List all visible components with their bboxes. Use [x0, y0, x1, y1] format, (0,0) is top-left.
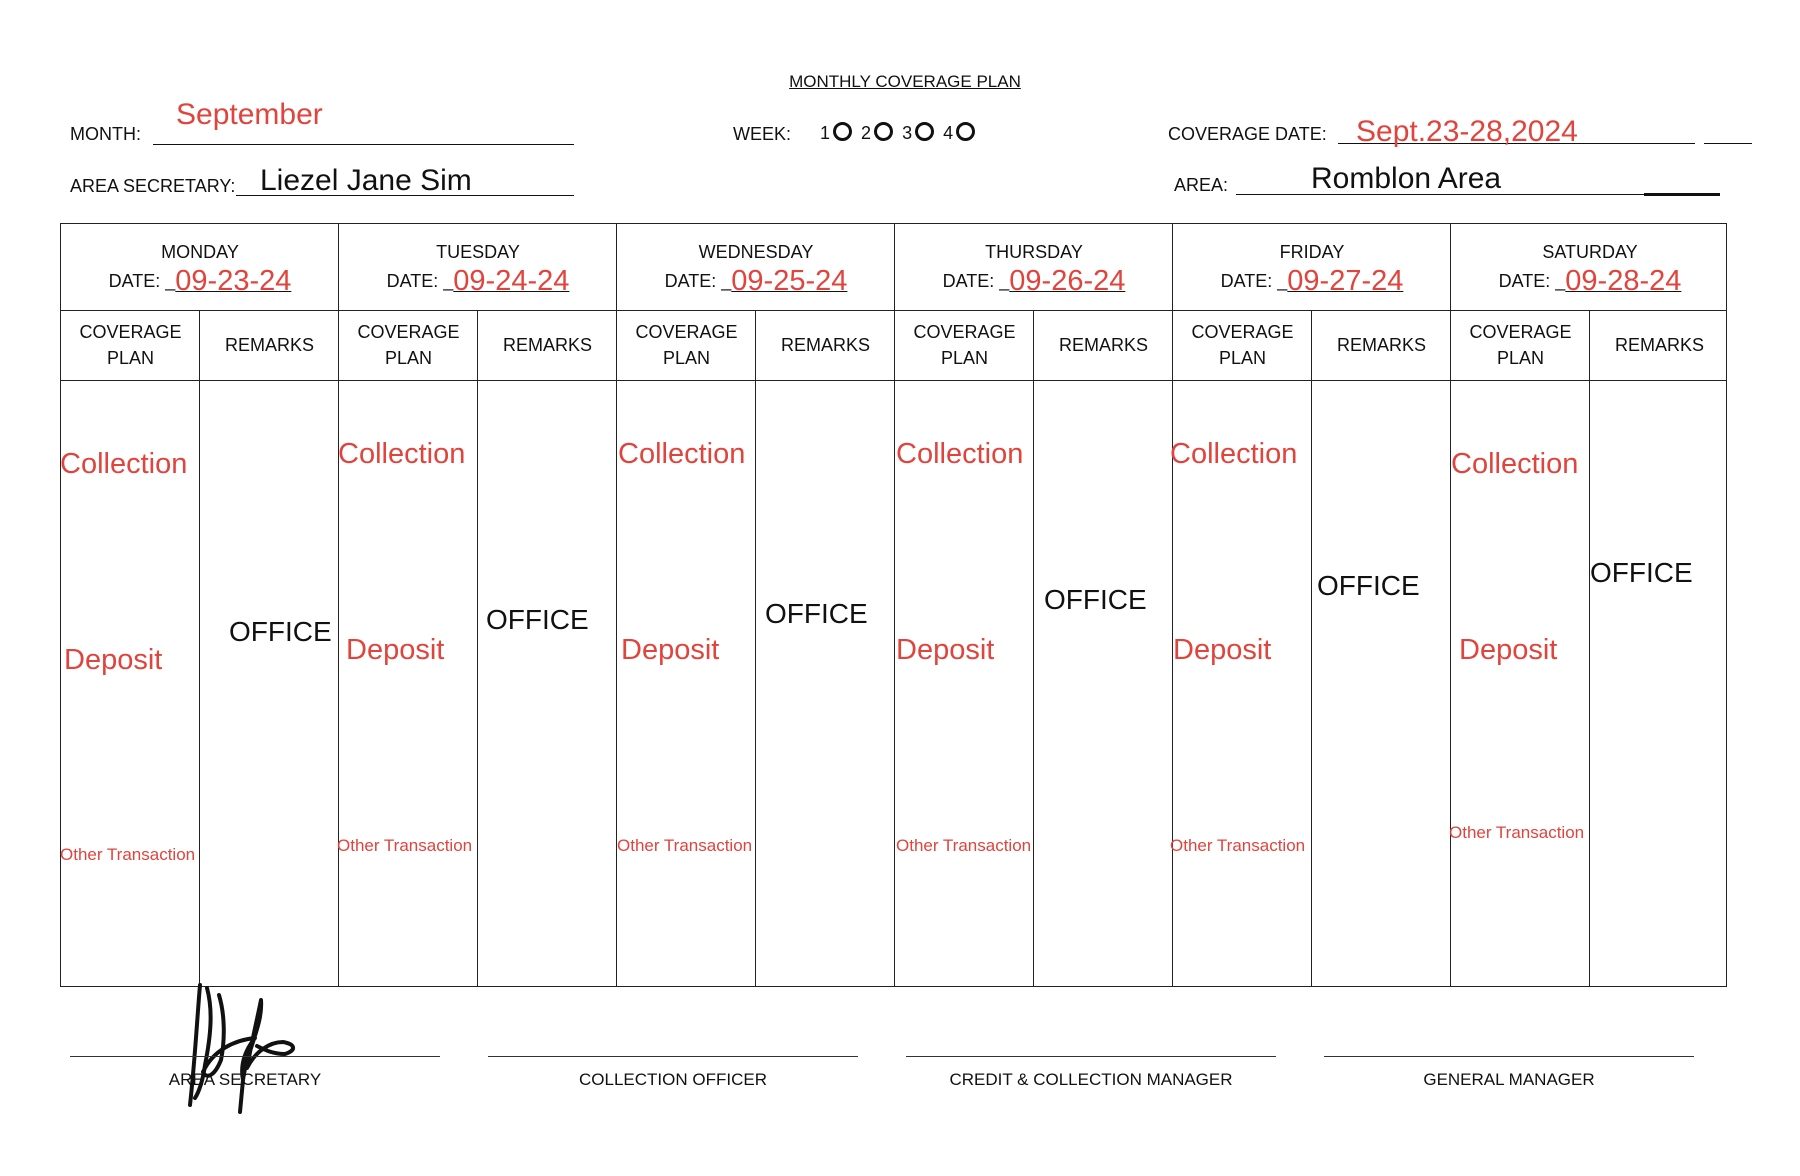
page-title: MONTHLY COVERAGE PLAN	[789, 72, 1021, 91]
radio-circle-icon	[915, 122, 934, 141]
week-option-3[interactable]: 3	[902, 123, 938, 143]
grid-vertical-line	[477, 310, 478, 986]
area-label: AREA:	[1174, 175, 1229, 195]
coverage-plan-header	[339, 310, 478, 380]
month-label: MONTH:	[70, 124, 141, 144]
signature-label-collection-officer: COLLECTION OFFICER	[579, 1070, 767, 1089]
remarks-header: REMARKS	[1614, 335, 1704, 355]
day-date: DATE: _09-26-24	[942, 265, 1126, 297]
grid-vertical-line	[755, 310, 756, 986]
month-underline	[153, 144, 574, 145]
day-header-thursday	[895, 224, 1173, 310]
coverage-table	[60, 223, 1727, 987]
coverage-plan-header-text: COVERAGE PLAN	[1191, 322, 1294, 368]
remarks-header: REMARKS	[224, 335, 314, 355]
coverage-date-value[interactable]: Sept.23-28,2024	[1356, 115, 1578, 148]
coverage-plan-header	[895, 310, 1034, 380]
plan-other-transaction[interactable]: Other Transaction	[60, 845, 196, 864]
date-value[interactable]: 09-25-24	[731, 265, 848, 297]
day-name: FRIDAY	[1279, 242, 1345, 262]
week-option-1[interactable]: 1	[820, 123, 856, 143]
coverage-date-underline-2	[1704, 143, 1752, 144]
remarks-header: REMARKS	[1336, 335, 1426, 355]
area-secretary-value[interactable]: Liezel Jane Sim	[260, 164, 472, 197]
signature-line-collection-officer	[488, 1056, 858, 1057]
day-header-tuesday	[339, 224, 617, 310]
coverage-plan-header-text: COVERAGE PLAN	[1469, 322, 1572, 368]
date-label: DATE:	[664, 271, 717, 291]
signature-line-general-manager	[1324, 1056, 1694, 1057]
date-value[interactable]: 09-28-24	[1565, 265, 1682, 297]
date-label: DATE:	[386, 271, 439, 291]
signature-label-credit-manager: CREDIT & COLLECTION MANAGER	[949, 1070, 1233, 1089]
remarks-value[interactable]: OFFICE	[486, 604, 589, 635]
day-header-wednesday	[617, 224, 895, 310]
grid-vertical-line	[1311, 310, 1312, 986]
plan-collection[interactable]: Collection	[1170, 438, 1298, 470]
grid-vertical-line	[199, 310, 200, 986]
remarks-header: REMARKS	[780, 335, 870, 355]
plan-deposit[interactable]: Deposit	[1459, 634, 1558, 666]
area-underline-2	[1644, 193, 1720, 196]
grid-vertical-line	[1033, 310, 1034, 986]
day-name: WEDNESDAY	[698, 242, 814, 262]
plan-deposit[interactable]: Deposit	[1173, 634, 1272, 666]
coverage-plan-header	[61, 310, 200, 380]
day-name: TUESDAY	[436, 242, 520, 262]
plan-deposit[interactable]: Deposit	[346, 634, 445, 666]
remarks-header: REMARKS	[502, 335, 592, 355]
date-value[interactable]: 09-27-24	[1287, 265, 1404, 297]
plan-other-transaction[interactable]: Other Transaction	[1449, 823, 1585, 842]
plan-collection[interactable]: Collection	[338, 438, 466, 470]
date-value[interactable]: 09-23-24	[175, 265, 292, 297]
grid-horizontal-line	[61, 380, 1726, 381]
plan-deposit[interactable]: Deposit	[896, 634, 995, 666]
coverage-plan-header	[617, 310, 756, 380]
coverage-plan-header	[1173, 310, 1312, 380]
plan-collection[interactable]: Collection	[60, 448, 188, 480]
radio-circle-icon	[956, 122, 975, 141]
plan-deposit[interactable]: Deposit	[64, 644, 163, 676]
day-date: DATE: _09-28-24	[1498, 265, 1682, 297]
coverage-plan-header-text: COVERAGE PLAN	[635, 322, 738, 368]
date-value[interactable]: 09-26-24	[1009, 265, 1126, 297]
radio-circle-icon	[833, 122, 852, 141]
week-option-2[interactable]: 2	[861, 123, 897, 143]
date-label: DATE:	[108, 271, 161, 291]
remarks-value[interactable]: OFFICE	[765, 598, 868, 629]
week-label: WEEK:	[733, 124, 792, 144]
remarks-value[interactable]: OFFICE	[229, 616, 332, 647]
signature-scribble	[185, 980, 305, 1115]
date-label: DATE:	[1220, 271, 1273, 291]
signature-label-area-secretary: AREA SECRETARY	[168, 1070, 322, 1089]
week-options	[820, 122, 979, 144]
plan-other-transaction[interactable]: Other Transaction	[337, 836, 473, 855]
area-value[interactable]: Romblon Area	[1311, 162, 1502, 195]
day-date: DATE: _09-27-24	[1220, 265, 1404, 297]
plan-collection[interactable]: Collection	[1451, 448, 1579, 480]
plan-other-transaction[interactable]: Other Transaction	[1170, 836, 1306, 855]
plan-other-transaction[interactable]: Other Transaction	[896, 836, 1032, 855]
remarks-header: REMARKS	[1058, 335, 1148, 355]
date-label: DATE:	[1498, 271, 1551, 291]
coverage-plan-header	[1451, 310, 1590, 380]
coverage-date-label: COVERAGE DATE:	[1168, 124, 1327, 144]
coverage-plan-header-text: COVERAGE PLAN	[79, 322, 182, 368]
coverage-plan-header-text: COVERAGE PLAN	[357, 322, 460, 368]
week-option-4[interactable]: 4	[943, 123, 979, 143]
day-name: MONDAY	[161, 242, 239, 262]
day-name: THURSDAY	[985, 242, 1083, 262]
day-date: DATE: _09-25-24	[664, 265, 848, 297]
area-secretary-label: AREA SECRETARY:	[70, 176, 236, 196]
date-label: DATE:	[942, 271, 995, 291]
day-header-friday	[1173, 224, 1451, 310]
signature-line-area-secretary	[70, 1056, 440, 1057]
coverage-plan-header-text: COVERAGE PLAN	[913, 322, 1016, 368]
day-name: SATURDAY	[1542, 242, 1638, 262]
grid-vertical-line	[1589, 310, 1590, 986]
day-date: DATE: _09-23-24	[108, 265, 292, 297]
plan-deposit[interactable]: Deposit	[621, 634, 720, 666]
signature-label-general-manager: GENERAL MANAGER	[1423, 1070, 1595, 1089]
plan-collection[interactable]: Collection	[618, 438, 746, 470]
day-header-saturday	[1451, 224, 1729, 310]
plan-collection[interactable]: Collection	[896, 438, 1024, 470]
day-date: DATE: _09-24-24	[386, 265, 570, 297]
signature-line-credit-manager	[906, 1056, 1276, 1057]
remarks-value[interactable]: OFFICE	[1317, 570, 1420, 601]
month-value[interactable]: September	[176, 98, 323, 131]
date-value[interactable]: 09-24-24	[453, 265, 570, 297]
radio-circle-icon	[874, 122, 893, 141]
day-header-monday	[61, 224, 339, 310]
remarks-value[interactable]: OFFICE	[1590, 557, 1693, 588]
plan-other-transaction[interactable]: Other Transaction	[617, 836, 753, 855]
remarks-value[interactable]: OFFICE	[1044, 584, 1147, 615]
